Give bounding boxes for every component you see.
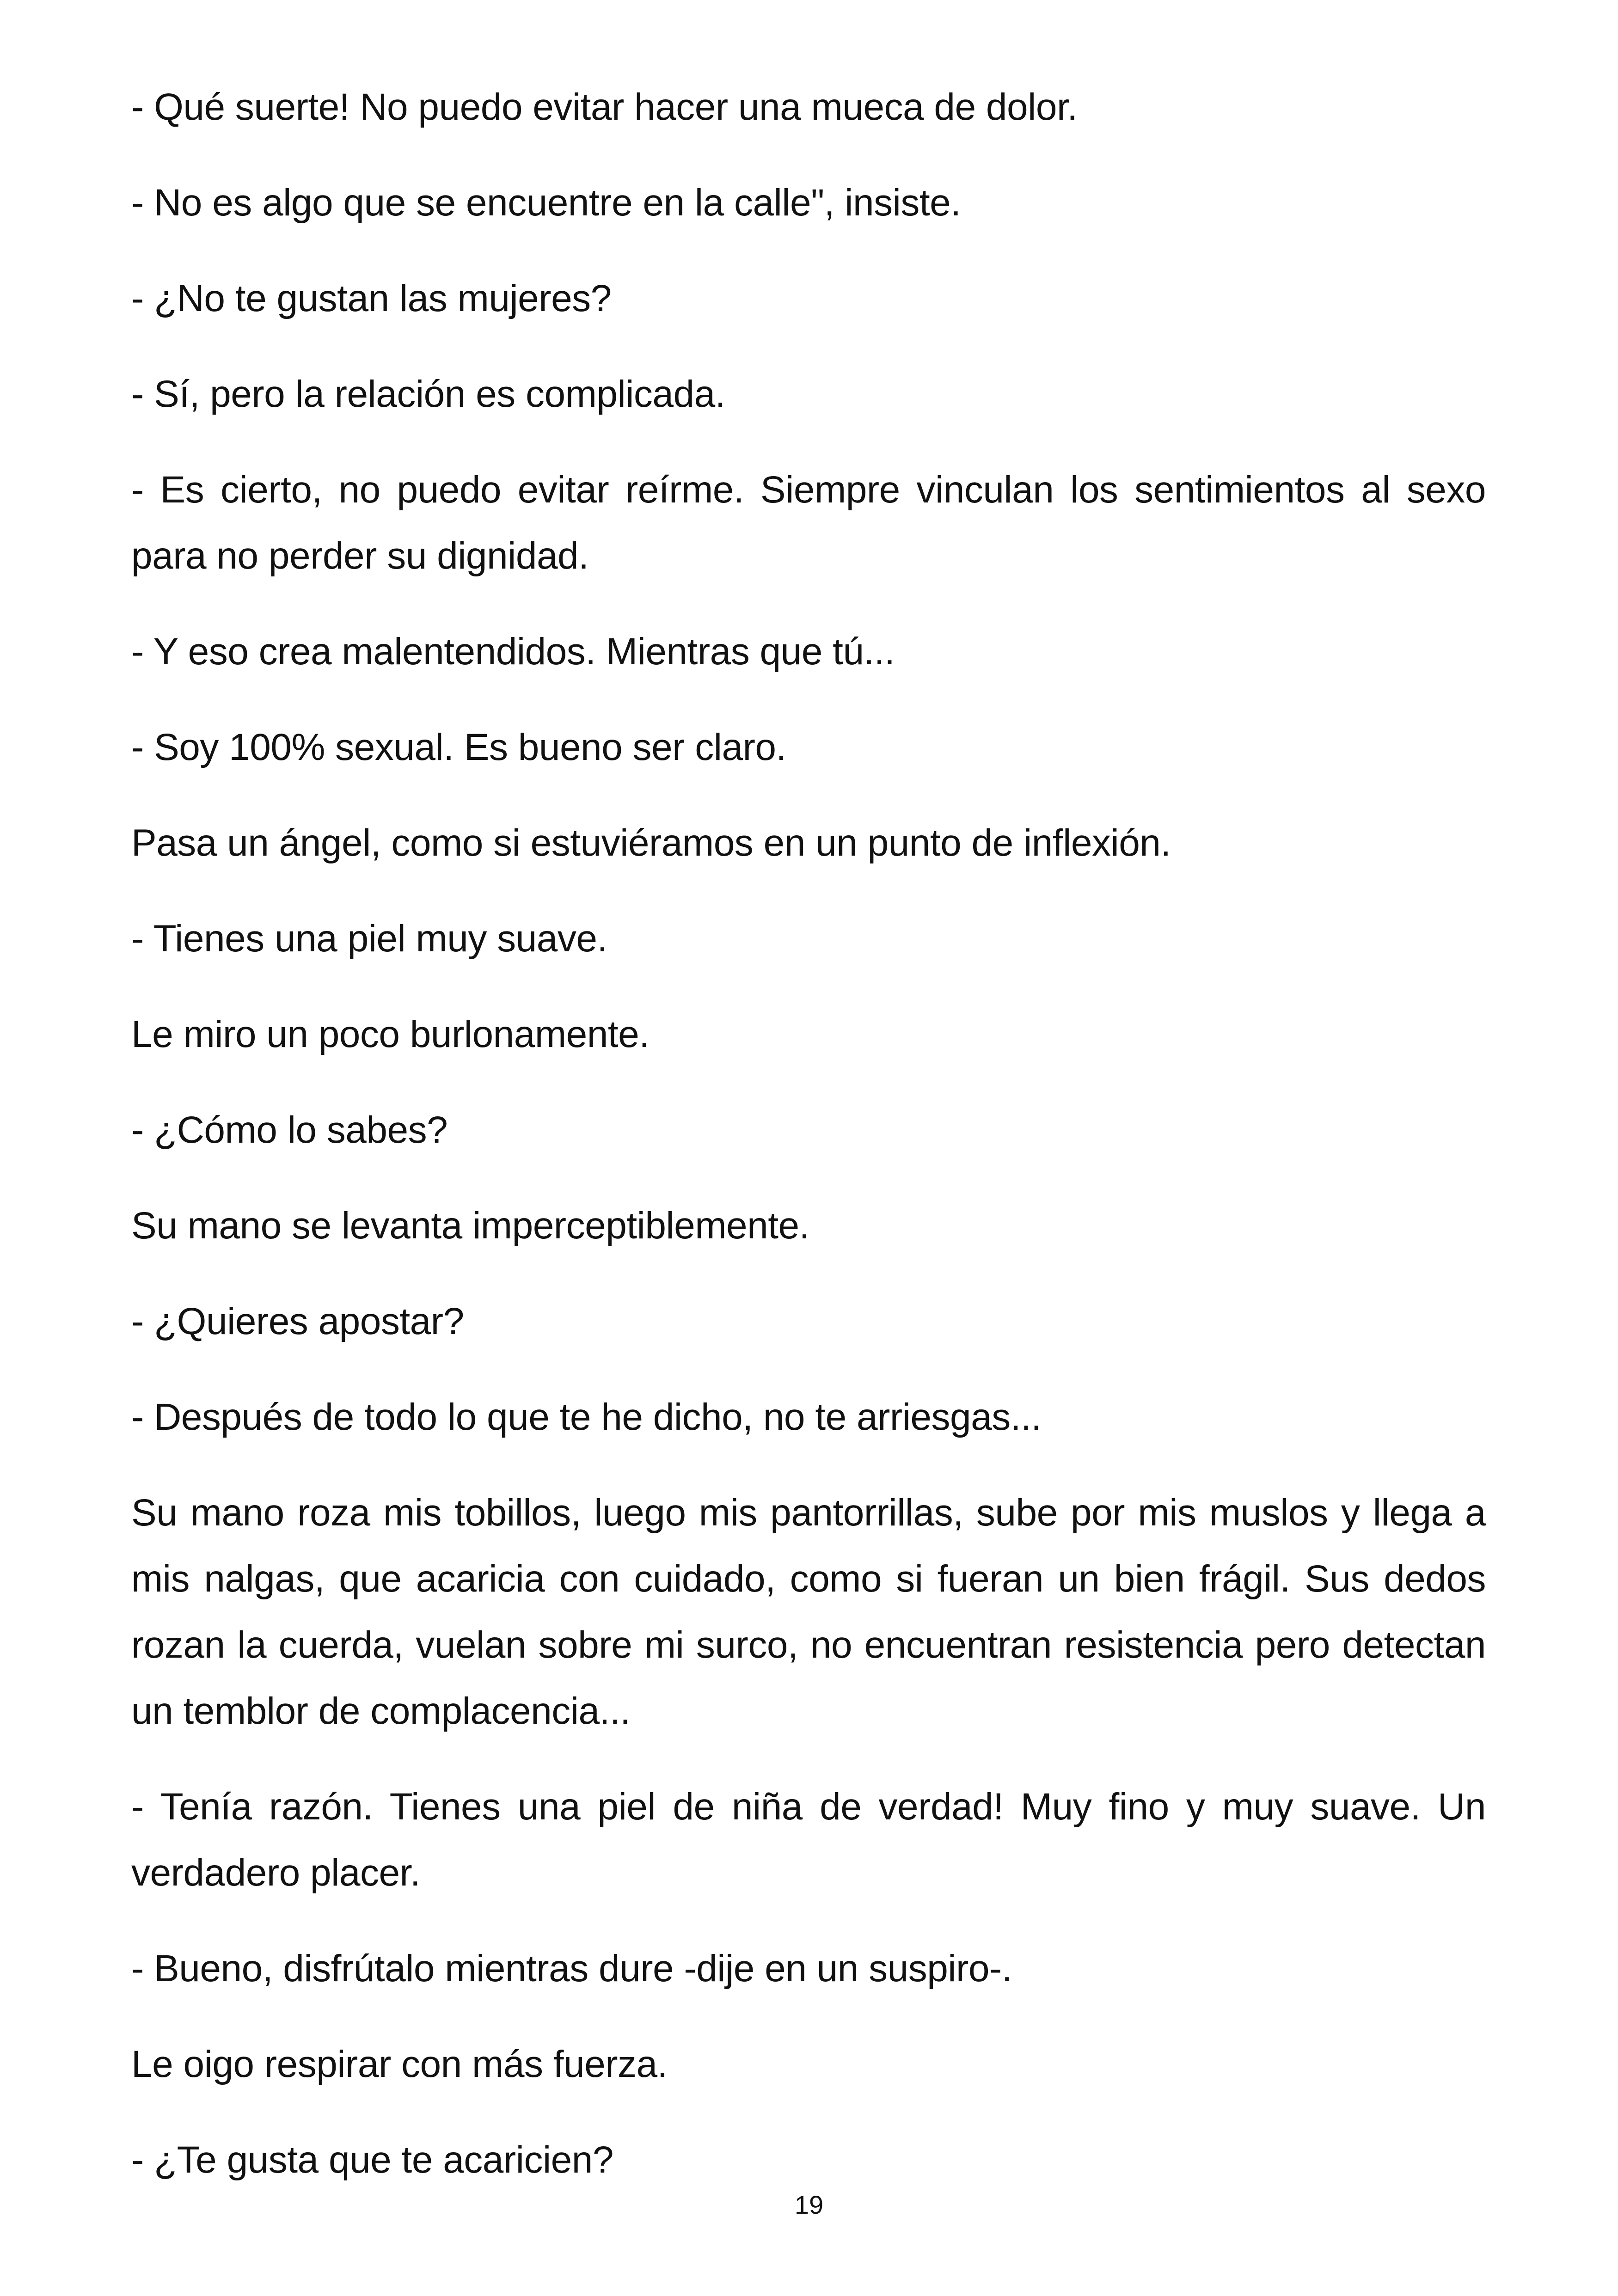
paragraph-17: - Bueno, disfrútalo mientras dure -dije en un suspiro-. (131, 1947, 1012, 1990)
paragraph-13: - ¿Quieres apostar? (131, 1300, 464, 1342)
paragraph-2: - No es algo que se encuentre en la calle", insiste. (131, 182, 961, 224)
paragraph-14: - Después de todo lo que te he dicho, no te arriesgas... (131, 1396, 1042, 1438)
page-number: 19 (794, 2190, 824, 2219)
paragraph-18: Le oigo respirar con más fuerza. (131, 2043, 668, 2085)
paragraph-15: Su mano roza mis tobillos, luego mis pantorrillas, sube por mis muslos y llega a mis nalgas, que acaricia con cuidado, como si fueran un bien frágil. Sus dedos rozan la cuerda, vuelan sobre mi surco, no encuentran resistencia pero detectan un temblor de complacencia... (131, 1492, 1486, 1732)
paragraph-4: - Sí, pero la relación es complicada. (131, 373, 726, 415)
paragraph-9: - Tienes una piel muy suave. (131, 918, 607, 960)
paragraph-1: - Qué suerte! No puedo evitar hacer una mueca de dolor. (131, 86, 1078, 128)
paragraph-7: - Soy 100% sexual. Es bueno ser claro. (131, 726, 786, 768)
paragraph-5: - Es cierto, no puedo evitar reírme. Siempre vinculan los sentimientos al sexo para no perder su dignidad. (131, 469, 1486, 577)
paragraph-10: Le miro un poco burlonamente. (131, 1013, 650, 1055)
paragraph-19: - ¿Te gusta que te acaricien? (131, 2139, 613, 2181)
paragraph-3: - ¿No te gustan las mujeres? (131, 277, 612, 319)
paragraph-6: - Y eso crea malentendidos. Mientras que tú... (131, 631, 895, 673)
page-body-text (131, 74, 1486, 2223)
paragraph-11: - ¿Cómo lo sabes? (131, 1109, 448, 1151)
paragraph-16: - Tenía razón. Tienes una piel de niña de verdad! Muy fino y muy suave. Un verdadero placer. (131, 1786, 1486, 1894)
paragraph-8: Pasa un ángel, como si estuviéramos en un punto de inflexión. (131, 822, 1171, 864)
paragraph-12: Su mano se levanta imperceptiblemente. (131, 1205, 809, 1247)
